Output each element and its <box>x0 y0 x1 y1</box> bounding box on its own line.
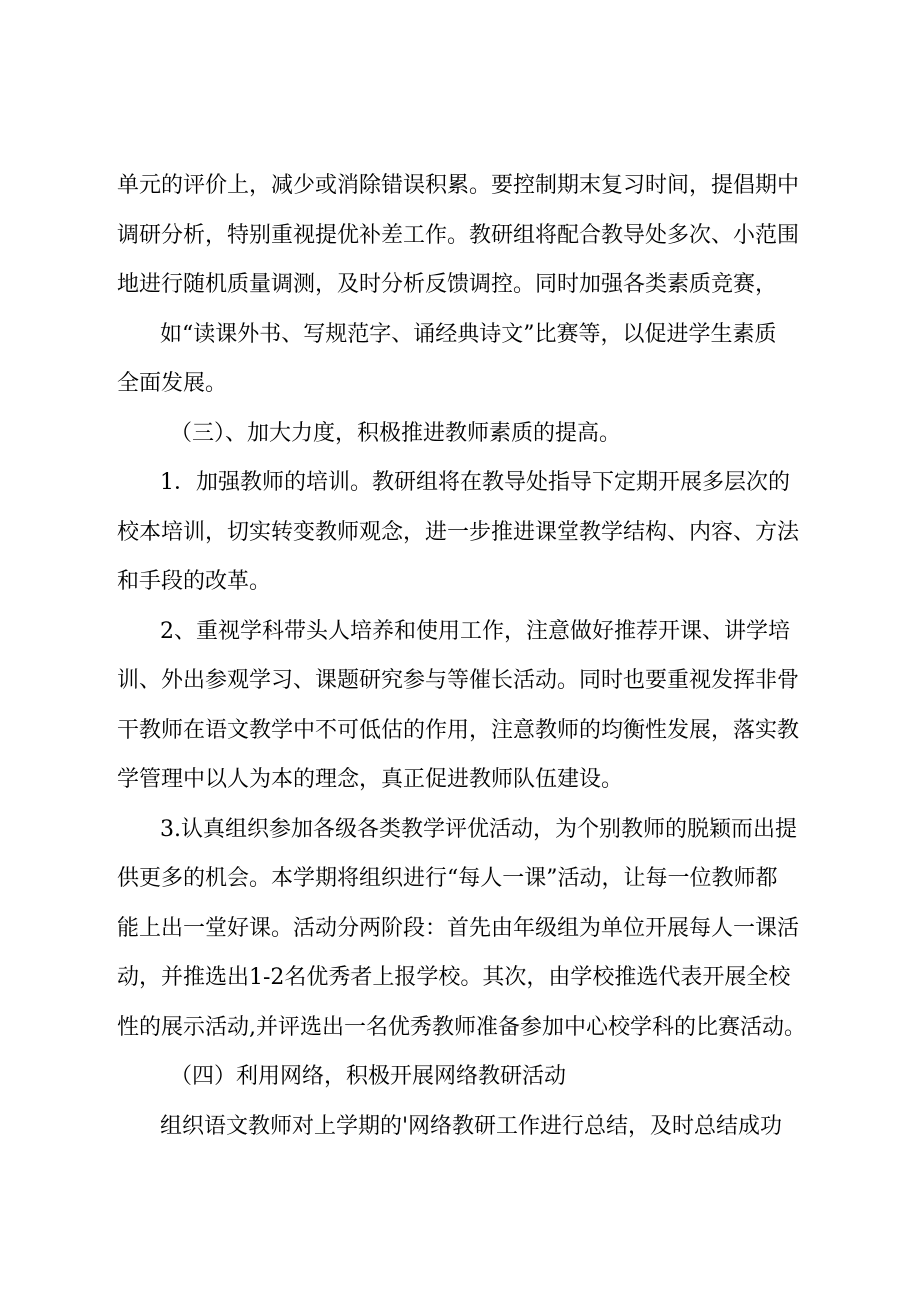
text-line-content: 性的展示活动,并评选出一名优秀教师准备参加中心校学科的比赛活动。 <box>117 1015 806 1040</box>
text-line <box>0 659 920 703</box>
text-line-content: 和手段的改革。 <box>117 569 272 594</box>
text-line-content: 单元的评价上，减少或消除错误积累。要控制期末复习时间，提倡期中 <box>117 173 800 198</box>
text-line <box>0 907 920 951</box>
text-line-content: 全面发展。 <box>117 371 228 396</box>
text-line <box>0 610 920 654</box>
section-heading-text: （四）利用网络，积极开展网络教研活动 <box>170 1064 567 1089</box>
text-line <box>0 313 920 357</box>
text-line-content: 干教师在语文教学中不可低估的作用，注意教师的均衡性发展，落实教 <box>117 718 800 743</box>
text-line-content: 训、外出参观学习、课题研究参与等催长活动。同时也要重视发挥非骨 <box>117 668 800 693</box>
section-heading-text: （三）、加大力度，积极推进教师素质的提高。 <box>170 421 622 446</box>
section-heading <box>0 1055 920 1099</box>
text-line <box>0 461 920 505</box>
text-line <box>0 362 920 406</box>
text-line <box>0 808 920 852</box>
text-line-content: 学管理中以人为本的理念，真正促进教师队伍建设。 <box>117 767 624 792</box>
text-line-content: 能上出一堂好课。活动分两阶段：首先由年级组为单位开展每人一课活 <box>117 916 800 941</box>
text-line <box>0 263 920 307</box>
text-line-content: 地进行随机质量调测，及时分析反馈调控。同时加强各类素质竞赛， <box>117 272 778 297</box>
text-line <box>0 1105 920 1149</box>
text-line <box>0 758 920 802</box>
text-line <box>0 214 920 258</box>
text-line-content: 动，并推选出1-2名优秀者上报学校。其次，由学校推选代表开展全校 <box>117 965 791 990</box>
text-line <box>0 709 920 753</box>
text-line-content: 调研分析，特别重视提优补差工作。教研组将配合教导处多次、小范围 <box>117 223 800 248</box>
text-line-content: 供更多的机会。本学期将组织进行“每人一课”活动，让每一位教师都 <box>117 866 778 891</box>
text-line-content: 校本培训，切实转变教师观念，进一步推进课堂教学结构、内容、方法 <box>117 520 800 545</box>
text-line <box>0 511 920 555</box>
text-line-content: 3.认真组织参加各级各类教学评优活动，为个别教师的脱颖而出提 <box>160 817 797 842</box>
text-line <box>0 956 920 1000</box>
text-line <box>0 560 920 604</box>
text-line-content: 2、重视学科带头人培养和使用工作，注意做好推荐开课、讲学培 <box>160 619 790 644</box>
text-line-content: 如“读课外书、写规范字、诵经典诗文”比赛等，以促进学生素质 <box>160 322 777 347</box>
text-line-content: 组织语文教师对上学期的'网络教研工作进行总结，及时总结成功 <box>160 1114 783 1139</box>
text-line <box>0 164 920 208</box>
text-line <box>0 857 920 901</box>
text-line <box>0 1006 920 1050</box>
section-heading <box>0 412 920 456</box>
text-line-content: 1．加强教师的培训。教研组将在教导处指导下定期开展多层次的 <box>160 470 790 495</box>
